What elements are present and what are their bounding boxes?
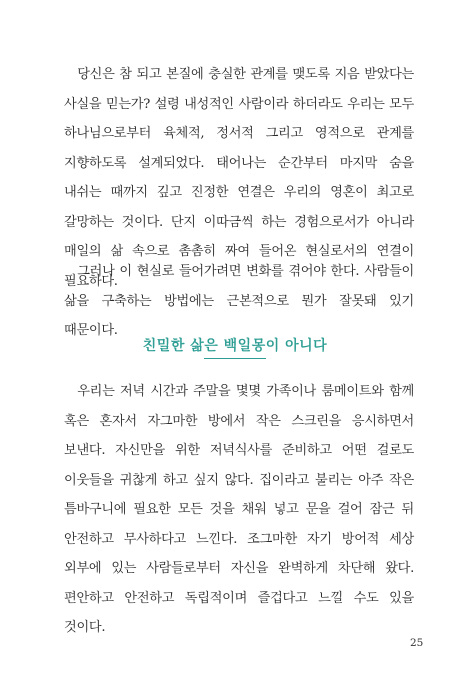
heading-underline	[204, 358, 266, 359]
page-number: 25	[410, 637, 424, 649]
body-paragraph-1: 당신은 참 되고 본질에 충실한 관계를 맺도록 지음 받았다는 사실을 믿는가? 설령 내성적인 사람이라 하더라도 우리는 모두 하나님으로부터 육체적, 정서적 그리고 영적으로 관계를 지향하도록 설계되었다. 태어나는 순간부터 마지막 숨을 내쉬는 때까지 깊고 진정한 연결은 우리의 영혼이 최고로 갈망하는 것이다. 단지 이따금씩 하는 경험으로서가 아니라 매일의 삶 속으로 촘촘히 짜여 들어온 현실로서의 연결이 필요하다.	[64, 67, 414, 289]
body-paragraph-2: 그러나 이 현실로 들어가려면 변화를 겪어야 한다. 사람들이 삶을 구축하는 방법에는 근본적으로 뭔가 잘못돼 있기 때문이다.	[64, 264, 414, 338]
section-heading: 친밀한 삶은 백일몽이 아니다	[142, 338, 328, 354]
body-paragraph-3: 우리는 저녁 시간과 주말을 몇몇 가족이나 룸메이트와 함께 혹은 혼자서 자그마한 방에서 작은 스크린을 응시하면서 보낸다. 자신만을 위한 저녁식사를 준비하고 어떤 걸로도 이웃들을 귀찮게 하고 싶지 않다. 집이라고 불리는 아주 작은 틈바구니에 필요한 모든 것을 채워 넣고 문을 걸어 잠근 뒤 안전하고 무사하다고 느낀다. 조그마한 자기 방어적 세상 외부에 있는 사람들로부터 자신을 완벽하게 차단해 왔다. 편안하고 안전하고 독립적이며 즐겁다고 느낄 수도 있을 것이다.	[64, 384, 414, 635]
